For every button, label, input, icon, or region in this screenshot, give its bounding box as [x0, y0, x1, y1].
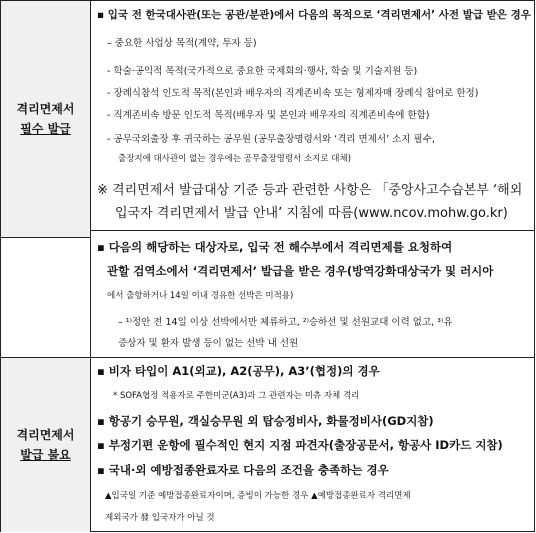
sub-item-academic: - 학술·공익적 목적(국가적으로 중요한 국제회의·행사, 학술 및 기술지원 등): [107, 66, 418, 77]
sub-item-official-trip: - 공무국외출장 후 귀국하는 공무원 (공무출장명령서와 ‘격리 면제서’ 소지 필수,: [107, 134, 435, 145]
reference-note-line2: 입국자 격리면제서 발급 안내’ 지침에 따름(www.ncov.mohw.go.kr): [115, 206, 508, 221]
row1-header: [1, 1, 91, 237]
sub-item-vaccinated-condition: ▲입국일 기준 예방접종완료자이며, 증빙이 가능한 경우 ▲예방접종완료자 격리면제: [105, 491, 411, 501]
sub-item-family-visit: - 직계존비속 방문 인도적 목적(배우자 및 본인과 배우자의 직계존비속에 한함): [107, 110, 430, 121]
item-seafarer-line2: 관할 검역소에서 ‘격리면제서’ 발급을 받은 경우(방역강화대상국가 및 러시아: [107, 264, 494, 278]
item-seafarer: ▪ 다음의 해당하는 대상자로, 입국 전 해수부에서 격리면제를 요청하여: [97, 240, 453, 254]
sub-item-crew-condition-line2: 증상자 및 환자 발생 등이 없는 선박 내 선원: [118, 338, 299, 349]
sub-item-funeral: - 장례식참석 인도적 목적(본인과 배우자의 직계존비속 또는 형제자매 장례식 참여로 한정): [107, 88, 479, 99]
item-diplomatic-visa: ▪ 비자 타입이 A1(외교), A2(공무), A3’(협정)의 경우: [97, 364, 380, 378]
reference-note-line1: ※ 격리면제서 발급대상 기준 등과 관련한 사항은 「중앙사고수습본부 ‘해외: [97, 183, 523, 198]
item-vaccinated: ▪ 국내·외 예방접종완료자로 다음의 조건을 충족하는 경우: [97, 463, 389, 477]
sub-item-business: – 중요한 사업상 목적(계약, 투자 등): [107, 38, 257, 49]
sub-item-official-trip-note: 출장지에 대사관이 없는 경우에는 공무출장명령서 소지로 대체): [118, 154, 352, 164]
empty-header-cell: [1, 237, 91, 357]
row1-header-line1: 격리면제서: [16, 102, 75, 116]
row2-header: [1, 357, 91, 532]
item-dispatched-staff: ▪ 부정기편 운항에 필수적인 현지 지점 파견자(출장공문서, 항공사 ID카드 지참): [97, 438, 503, 452]
content-divider: [91, 357, 534, 358]
sub-item-vaccinated-condition-line2: 제외국가 發 입국자가 아닐 것: [105, 513, 215, 523]
item-pre-issued: ▪ 입국 전 한국대사관(또는 공관/분관)에서 다음의 목적으로 ‘격리면제서’ 사전 발급 받은 경우: [97, 9, 531, 21]
item-seafarer-line3: 에서 출항하거나 14일 이내 경유한 선박은 미적용): [107, 291, 294, 301]
sub-item-crew-condition: – ¹⁾정안 전 14일 이상 선박에서만 체류하고, ²⁾승하선 및 선원교대 이력 없고, ³⁾유: [118, 317, 453, 328]
content-divider: [91, 230, 534, 231]
item-aircrew: ▪ 항공기 승무원, 객실승무원 외 탑승정비사, 화물정비사(GD지참): [97, 414, 434, 428]
row-divider: [1, 357, 91, 358]
row2-header-line2: 발급 불요: [20, 447, 71, 462]
row1-header-line2: 필수 발급: [20, 122, 71, 136]
row2-header-line1: 격리면제서: [16, 427, 75, 442]
sub-item-sofa: * SOFA협정 적용자로 주한미군(A3)과 그 관련자는 미츄 자체 격리: [113, 391, 360, 401]
